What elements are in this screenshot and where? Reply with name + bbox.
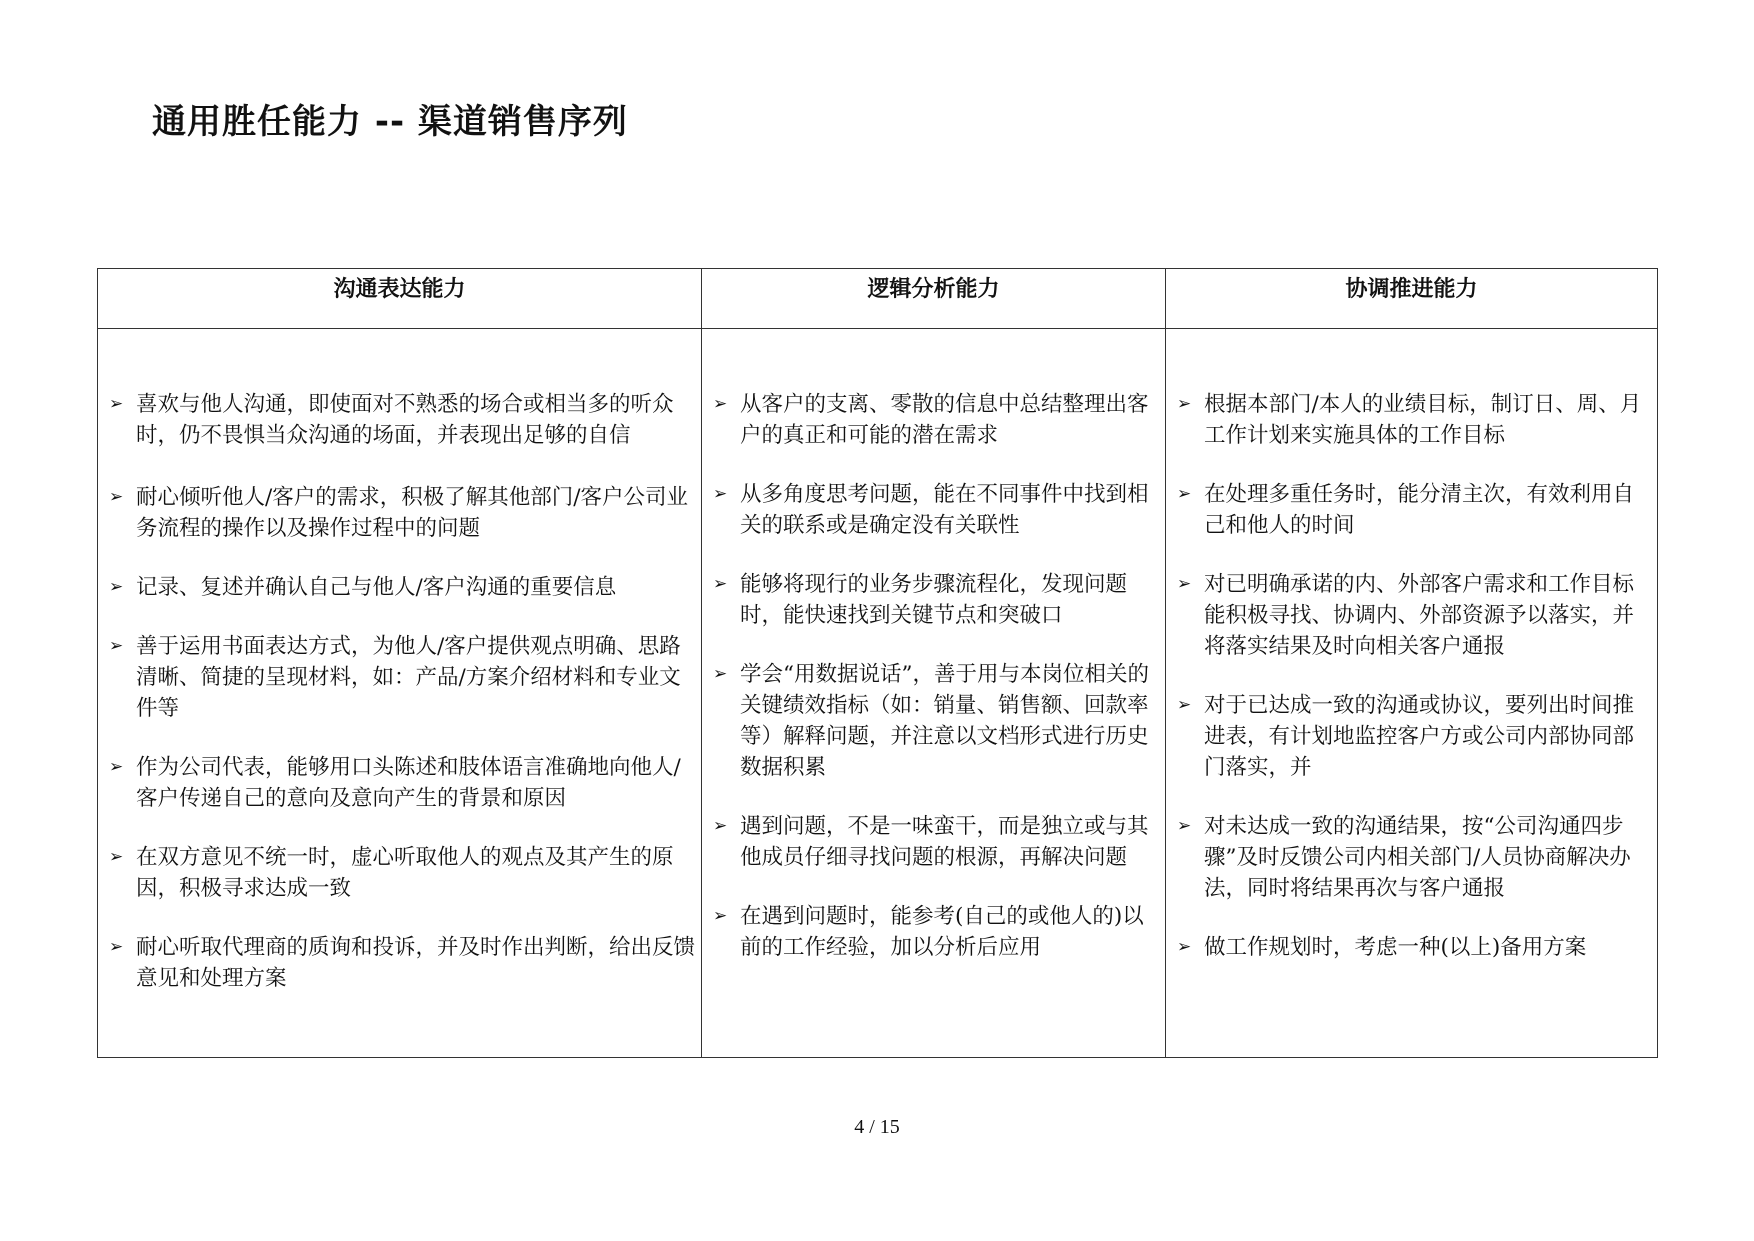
arrow-bullet-icon: ➢	[1177, 937, 1192, 957]
bullet-list	[98, 389, 701, 994]
arrow-bullet-icon: ➢	[713, 394, 728, 414]
list-item	[98, 752, 701, 814]
arrow-bullet-icon: ➢	[713, 664, 728, 684]
list-item-text: 从多角度思考问题，能在不同事件中找到相关的联系或是确定没有关联性	[740, 482, 1149, 538]
arrow-bullet-icon: ➢	[713, 906, 728, 926]
arrow-bullet-icon: ➢	[1177, 394, 1192, 414]
arrow-bullet-icon: ➢	[109, 937, 124, 957]
list-item-text: 在处理多重任务时，能分清主次，有效利用自己和他人的时间	[1204, 482, 1635, 538]
page-title: 通用胜任能力 -- 渠道销售序列	[152, 102, 628, 142]
list-item	[98, 631, 701, 724]
list-item-text: 遇到问题，不是一味蛮干，而是独立或与其他成员仔细寻找问题的根源，再解决问题	[740, 814, 1149, 870]
competency-table	[97, 268, 1658, 1058]
arrow-bullet-icon: ➢	[109, 487, 124, 507]
list-item	[1166, 389, 1657, 451]
list-item-text: 对于已达成一致的沟通或协议，要列出时间推进表，有计划地监控客户方或公司内部协同部门落实，并	[1204, 693, 1635, 780]
list-item	[98, 572, 701, 603]
list-item	[98, 932, 701, 994]
list-item	[702, 659, 1165, 783]
column-body-communication	[98, 329, 702, 1057]
list-item-text: 能够将现行的业务步骤流程化，发现问题时，能快速找到关键节点和突破口	[740, 572, 1128, 628]
list-item-text: 耐心倾听他人/客户的需求，积极了解其他部门/客户公司业务流程的操作以及操作过程中的问题	[136, 485, 688, 541]
column-header-logic-analysis	[702, 269, 1166, 329]
list-item	[1166, 569, 1657, 662]
arrow-bullet-icon: ➢	[1177, 695, 1192, 715]
list-item-text: 对已明确承诺的内、外部客户需求和工作目标能积极寻找、协调内、外部资源予以落实，并将落实结果及时向相关客户通报	[1204, 572, 1635, 659]
arrow-bullet-icon: ➢	[109, 577, 124, 597]
column-header-coordination	[1166, 269, 1657, 329]
list-item-text: 对未达成一致的沟通结果，按“公司沟通四步骤”及时反馈公司内相关部门/人员协商解决办法，同时将结果再次与客户通报	[1204, 814, 1631, 901]
list-item	[702, 811, 1165, 873]
arrow-bullet-icon: ➢	[713, 816, 728, 836]
arrow-bullet-icon: ➢	[1177, 816, 1192, 836]
list-item-text: 从客户的支离、零散的信息中总结整理出客户的真正和可能的潜在需求	[740, 392, 1149, 448]
list-item	[702, 901, 1165, 963]
list-item-text: 在遇到问题时，能参考(自己的或他人的)以前的工作经验，加以分析后应用	[740, 904, 1144, 960]
list-item-text: 根据本部门/本人的业绩目标，制订日、周、月工作计划来实施具体的工作目标	[1204, 392, 1642, 448]
list-item-text: 作为公司代表，能够用口头陈述和肢体语言准确地向他人/客户传递自己的意向及意向产生的背景和原因	[136, 755, 681, 811]
list-item-text: 做工作规划时，考虑一种(以上)备用方案	[1204, 935, 1587, 960]
arrow-bullet-icon: ➢	[1177, 484, 1192, 504]
arrow-bullet-icon: ➢	[109, 394, 124, 414]
list-item	[702, 479, 1165, 541]
arrow-bullet-icon: ➢	[1177, 574, 1192, 594]
column-header-communication	[98, 269, 702, 329]
arrow-bullet-icon: ➢	[109, 636, 124, 656]
list-item	[702, 389, 1165, 451]
column-body-coordination	[1166, 329, 1657, 1057]
list-item-text: 记录、复述并确认自己与他人/客户沟通的重要信息	[136, 575, 617, 600]
list-item	[1166, 811, 1657, 904]
list-item	[98, 482, 701, 544]
arrow-bullet-icon: ➢	[713, 574, 728, 594]
bullet-list	[702, 389, 1165, 963]
arrow-bullet-icon: ➢	[109, 757, 124, 777]
list-item-text: 在双方意见不统一时，虚心听取他人的观点及其产生的原因，积极寻求达成一致	[136, 845, 674, 901]
column-header-label: 协调推进能力	[1345, 277, 1478, 302]
list-item	[98, 842, 701, 904]
column-body-logic-analysis	[702, 329, 1166, 1057]
page-number: 4 / 15	[854, 1116, 900, 1138]
column-header-label: 沟通表达能力	[333, 277, 466, 302]
list-item-text: 善于运用书面表达方式，为他人/客户提供观点明确、思路清晰、简捷的呈现材料，如：产品/方案介绍材料和专业文件等	[136, 634, 681, 721]
list-item	[1166, 690, 1657, 783]
list-item	[702, 569, 1165, 631]
list-item	[98, 389, 701, 451]
arrow-bullet-icon: ➢	[713, 484, 728, 504]
list-item-text: 学会“用数据说话”，善于用与本岗位相关的关键绩效指标（如：销量、销售额、回款率等）解释问题，并注意以文档形式进行历史数据积累	[740, 662, 1149, 780]
list-item	[1166, 932, 1657, 963]
arrow-bullet-icon: ➢	[109, 847, 124, 867]
column-header-label: 逻辑分析能力	[867, 277, 1000, 302]
list-item	[1166, 479, 1657, 541]
list-item-text: 喜欢与他人沟通，即使面对不熟悉的场合或相当多的听众时，仍不畏惧当众沟通的场面，并表现出足够的自信	[136, 392, 674, 448]
bullet-list	[1166, 389, 1657, 963]
list-item-text: 耐心听取代理商的质询和投诉，并及时作出判断，给出反馈意见和处理方案	[136, 935, 696, 991]
